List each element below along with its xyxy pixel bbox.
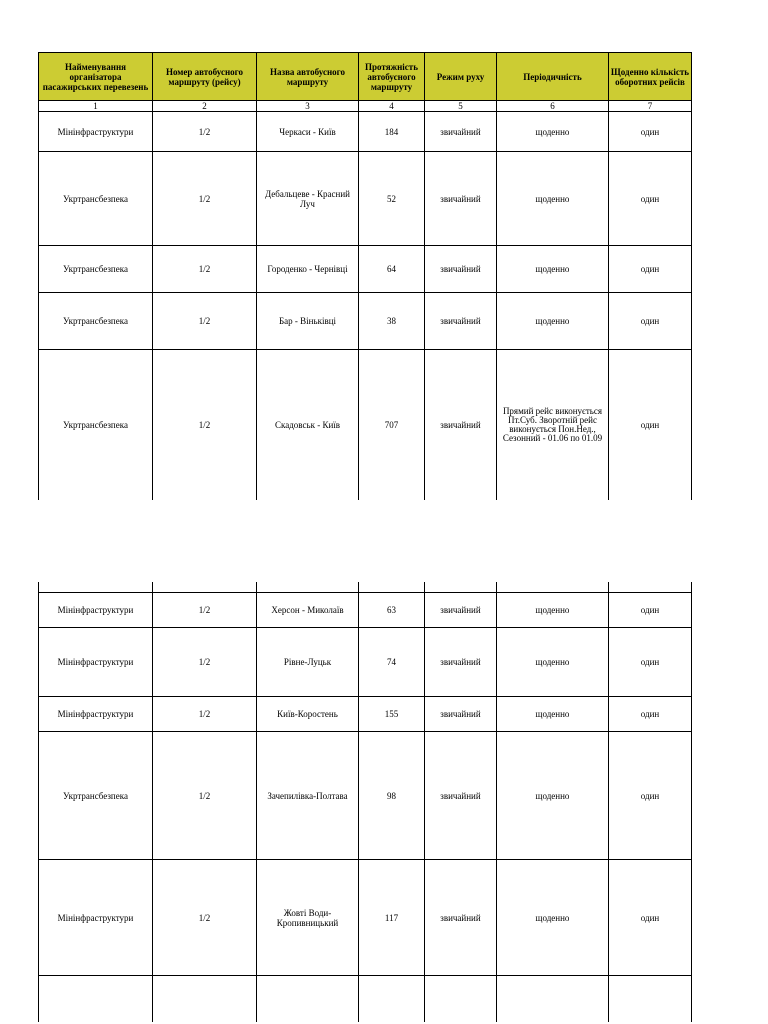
table-row xyxy=(39,860,692,976)
cell-traffic-mode: звичайний xyxy=(425,860,497,976)
cell-traffic-mode: звичайний xyxy=(425,732,497,860)
column-number: 5 xyxy=(425,101,497,112)
cell-periodicity: щоденно xyxy=(497,860,609,976)
cell-periodicity: щоденно xyxy=(497,697,609,732)
routes-table-top xyxy=(38,52,692,500)
cell-daily-trips: один xyxy=(609,860,692,976)
cell-daily-trips: один xyxy=(609,112,692,152)
cell-route-number: 1/2 xyxy=(153,246,257,293)
cell-periodicity: щоденно xyxy=(497,152,609,246)
cell-periodicity: Прямий рейс виконується Пт.Суб. Зворотній рейс виконується Пон.Нед., Сезонний - 01.06 по 01.09 xyxy=(497,350,609,500)
cell-route-length: 707 xyxy=(359,350,425,500)
cell-organizer: Укртрансбезпека xyxy=(39,293,153,350)
cell-route-number: 1/2 xyxy=(153,860,257,976)
cell-route-name: Дебальцеве - Красний Луч xyxy=(257,152,359,246)
cell-route-length: 98 xyxy=(359,732,425,860)
cell-route-name: Херсон - Миколаїв xyxy=(257,593,359,628)
cell-route-number: 1/2 xyxy=(153,112,257,152)
column-number: 6 xyxy=(497,101,609,112)
cell-route-name: Рівне-Луцьк xyxy=(257,628,359,697)
cell-route-name: Черкаси - Київ xyxy=(257,112,359,152)
cell-periodicity: щоденно xyxy=(497,246,609,293)
cell-periodicity: щоденно xyxy=(497,112,609,152)
header-daily-trips: Щоденно кількість оборотних рейсів xyxy=(609,53,692,101)
cell-organizer: Мінінфраструктури xyxy=(39,593,153,628)
table-row-continuation xyxy=(39,582,692,593)
column-number: 7 xyxy=(609,101,692,112)
cell-traffic-mode: звичайний xyxy=(425,293,497,350)
header-route-length: Протяжність автобусного маршруту xyxy=(359,53,425,101)
column-number: 1 xyxy=(39,101,153,112)
cell-route-name: Київ-Коростень xyxy=(257,697,359,732)
cell-traffic-mode: звичайний xyxy=(425,152,497,246)
header-route-name: Назва автобусного маршруту xyxy=(257,53,359,101)
cell-daily-trips: один xyxy=(609,697,692,732)
cell-route-number: 1/2 xyxy=(153,350,257,500)
cell-traffic-mode: звичайний xyxy=(425,112,497,152)
cell-traffic-mode: звичайний xyxy=(425,246,497,293)
cell-route-number: 1/2 xyxy=(153,593,257,628)
table-row xyxy=(39,152,692,246)
cell-organizer: Мінінфраструктури xyxy=(39,112,153,152)
cell-organizer: Укртрансбезпека xyxy=(39,246,153,293)
cell-daily-trips: один xyxy=(609,628,692,697)
cell-route-number: 1/2 xyxy=(153,697,257,732)
cell-daily-trips: один xyxy=(609,246,692,293)
cell-daily-trips: один xyxy=(609,152,692,246)
header-periodicity: Періодичність xyxy=(497,53,609,101)
routes-table-bottom xyxy=(38,582,692,1022)
cell-periodicity: щоденно xyxy=(497,628,609,697)
table-header-row xyxy=(39,53,692,101)
header-organizer: Найменування організатора пасажирських перевезень xyxy=(39,53,153,101)
cell-route-length: 38 xyxy=(359,293,425,350)
cell-traffic-mode: звичайний xyxy=(425,697,497,732)
cell-traffic-mode: звичайний xyxy=(425,350,497,500)
cell-route-length: 117 xyxy=(359,860,425,976)
column-number: 4 xyxy=(359,101,425,112)
cell-route-length: 184 xyxy=(359,112,425,152)
table-row xyxy=(39,246,692,293)
table-row xyxy=(39,697,692,732)
cell-organizer: Мінінфраструктури xyxy=(39,860,153,976)
table-row xyxy=(39,112,692,152)
cell-route-number: 1/2 xyxy=(153,628,257,697)
cell-traffic-mode: звичайний xyxy=(425,628,497,697)
cell-daily-trips: один xyxy=(609,593,692,628)
table-row xyxy=(39,593,692,628)
cell-route-name: Жовті Води-Кропивницький xyxy=(257,860,359,976)
cell-route-name: Городенко - Чернівці xyxy=(257,246,359,293)
cell-daily-trips: один xyxy=(609,293,692,350)
table-row-continuation xyxy=(39,976,692,1023)
cell-organizer: Мінінфраструктури xyxy=(39,697,153,732)
table-row xyxy=(39,293,692,350)
header-traffic-mode: Режим руху xyxy=(425,53,497,101)
cell-organizer: Мінінфраструктури xyxy=(39,628,153,697)
cell-organizer: Укртрансбезпека xyxy=(39,152,153,246)
cell-route-number: 1/2 xyxy=(153,152,257,246)
cell-route-name: Бар - Віньківці xyxy=(257,293,359,350)
column-number: 3 xyxy=(257,101,359,112)
cell-route-name: Скадовськ - Київ xyxy=(257,350,359,500)
cell-daily-trips: один xyxy=(609,350,692,500)
cell-route-length: 63 xyxy=(359,593,425,628)
cell-organizer: Укртрансбезпека xyxy=(39,732,153,860)
cell-route-length: 52 xyxy=(359,152,425,246)
cell-route-number: 1/2 xyxy=(153,293,257,350)
cell-daily-trips: один xyxy=(609,732,692,860)
cell-route-number: 1/2 xyxy=(153,732,257,860)
cell-route-length: 64 xyxy=(359,246,425,293)
column-number: 2 xyxy=(153,101,257,112)
column-number-row xyxy=(39,101,692,112)
header-route-number: Номер автобусного маршруту (рейсу) xyxy=(153,53,257,101)
cell-organizer: Укртрансбезпека xyxy=(39,350,153,500)
cell-periodicity: щоденно xyxy=(497,593,609,628)
cell-route-name: Зачепилівка-Полтава xyxy=(257,732,359,860)
table-row xyxy=(39,628,692,697)
cell-periodicity: щоденно xyxy=(497,293,609,350)
table-row xyxy=(39,350,692,500)
table-row xyxy=(39,732,692,860)
cell-route-length: 155 xyxy=(359,697,425,732)
cell-route-length: 74 xyxy=(359,628,425,697)
cell-periodicity: щоденно xyxy=(497,732,609,860)
cell-traffic-mode: звичайний xyxy=(425,593,497,628)
